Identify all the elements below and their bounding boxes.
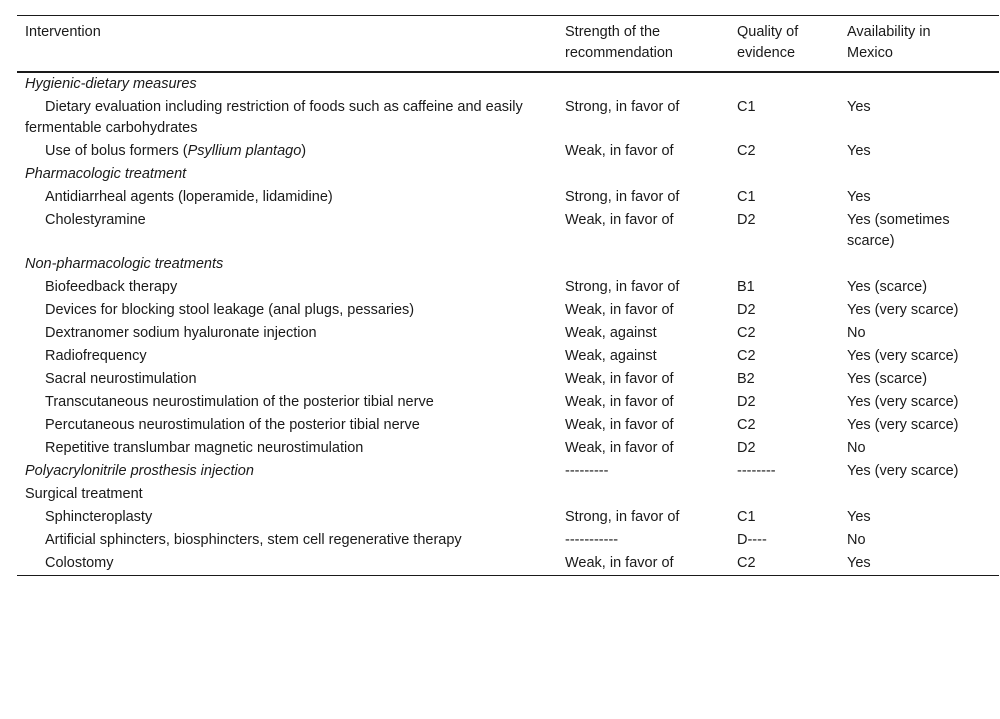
- cell-intervention: Sacral neurostimulation: [45, 371, 197, 387]
- cell-intervention: Use of bolus formers (Psyllium plantago): [45, 143, 307, 159]
- header-strength: Strength of the recommendation: [565, 24, 673, 61]
- cell-intervention: Artificial sphincters, biosphincters, stem cell regenerative therapy: [45, 532, 462, 548]
- section-surgical: Surgical treatment: [25, 486, 143, 502]
- cell-strength: Weak, in favor of: [565, 394, 674, 410]
- cell-quality: C2: [737, 348, 756, 364]
- cell-quality: D2: [737, 212, 756, 228]
- cell-availability: No: [847, 532, 866, 548]
- cell-intervention: Polyacrylonitrile prosthesis injection: [25, 463, 254, 479]
- table-row: [17, 552, 999, 576]
- table-row: [17, 299, 999, 322]
- header-availability: Availability in Mexico: [847, 24, 931, 61]
- cell-availability: Yes (scarce): [847, 279, 928, 295]
- cell-intervention: Colostomy: [45, 555, 114, 571]
- recommendations-table: [17, 15, 999, 576]
- cell-strength: -----------: [565, 532, 619, 548]
- table-row: [17, 322, 999, 345]
- cell-quality: --------: [737, 463, 776, 479]
- cell-availability: Yes (very scarce): [847, 463, 959, 479]
- cell-strength: ---------: [565, 463, 609, 479]
- cell-quality: C2: [737, 555, 756, 571]
- table-row: [17, 186, 999, 209]
- cell-availability: Yes: [847, 555, 871, 571]
- cell-intervention: Percutaneous neurostimulation of the posterior tibial nerve: [45, 417, 420, 433]
- cell-strength: Weak, in favor of: [565, 302, 674, 318]
- cell-quality: D2: [737, 394, 756, 410]
- cell-strength: Strong, in favor of: [565, 509, 680, 525]
- cell-intervention: Dextranomer sodium hyaluronate injection: [45, 325, 317, 341]
- cell-availability: Yes (scarce): [847, 371, 928, 387]
- table-row: [17, 460, 999, 483]
- section-nonpharmacologic: Non-pharmacologic treatments: [25, 256, 224, 272]
- cell-availability: No: [847, 325, 866, 341]
- header-intervention: Intervention: [25, 24, 101, 40]
- cell-intervention: Antidiarrheal agents (loperamide, lidamidine): [45, 189, 333, 205]
- cell-quality: C2: [737, 143, 756, 159]
- header-quality: Quality of evidence: [737, 24, 799, 61]
- cell-strength: Weak, in favor of: [565, 371, 674, 387]
- table-row: [17, 345, 999, 368]
- cell-availability: Yes (very scarce): [847, 302, 959, 318]
- cell-strength: Strong, in favor of: [565, 99, 680, 115]
- section-row: [17, 163, 999, 186]
- cell-strength: Weak, in favor of: [565, 417, 674, 433]
- table-row: [17, 140, 999, 163]
- cell-availability: Yes (sometimes scarce): [847, 212, 950, 249]
- cell-quality: C2: [737, 417, 756, 433]
- cell-strength: Weak, in favor of: [565, 555, 674, 571]
- cell-quality: C1: [737, 509, 756, 525]
- section-row: [17, 483, 999, 506]
- cell-intervention: Transcutaneous neurostimulation of the posterior tibial nerve: [45, 394, 434, 410]
- cell-availability: Yes: [847, 189, 871, 205]
- cell-quality: C1: [737, 99, 756, 115]
- cell-intervention: Dietary evaluation including restriction of foods such as caffeine and easily fermentable carbohydrates: [25, 99, 523, 136]
- cell-intervention: Biofeedback therapy: [45, 279, 178, 295]
- table-row: [17, 391, 999, 414]
- header-row: [17, 16, 999, 73]
- cell-intervention: Radiofrequency: [45, 348, 147, 364]
- cell-availability: Yes (very scarce): [847, 348, 959, 364]
- table-row: [17, 414, 999, 437]
- cell-strength: Weak, against: [565, 348, 657, 364]
- cell-intervention: Cholestyramine: [45, 212, 146, 228]
- cell-strength: Weak, in favor of: [565, 440, 674, 456]
- cell-quality: C1: [737, 189, 756, 205]
- cell-quality: D2: [737, 440, 756, 456]
- cell-availability: Yes (very scarce): [847, 417, 959, 433]
- table-row: [17, 437, 999, 460]
- table-row: [17, 529, 999, 552]
- cell-strength: Weak, in favor of: [565, 143, 674, 159]
- cell-strength: Weak, against: [565, 325, 657, 341]
- cell-availability: Yes (very scarce): [847, 394, 959, 410]
- cell-intervention: Devices for blocking stool leakage (anal plugs, pessaries): [45, 302, 415, 318]
- cell-strength: Strong, in favor of: [565, 279, 680, 295]
- cell-quality: D2: [737, 302, 756, 318]
- cell-quality: B1: [737, 279, 755, 295]
- cell-quality: B2: [737, 371, 755, 387]
- cell-intervention: Sphincteroplasty: [45, 509, 153, 525]
- cell-quality: C2: [737, 325, 756, 341]
- table-row: [17, 506, 999, 529]
- section-hygienic: Hygienic-dietary measures: [25, 76, 197, 92]
- section-row: [17, 72, 999, 96]
- cell-availability: Yes: [847, 509, 871, 525]
- cell-quality: D----: [737, 532, 767, 548]
- table-row: [17, 276, 999, 299]
- cell-strength: Strong, in favor of: [565, 189, 680, 205]
- section-row: [17, 253, 999, 276]
- table-row: [17, 368, 999, 391]
- table-row: [17, 209, 999, 253]
- table-row: [17, 96, 999, 140]
- cell-availability: No: [847, 440, 866, 456]
- section-pharmacologic: Pharmacologic treatment: [25, 166, 187, 182]
- cell-intervention: Repetitive translumbar magnetic neurostimulation: [45, 440, 364, 456]
- cell-availability: Yes: [847, 99, 871, 115]
- cell-strength: Weak, in favor of: [565, 212, 674, 228]
- cell-availability: Yes: [847, 143, 871, 159]
